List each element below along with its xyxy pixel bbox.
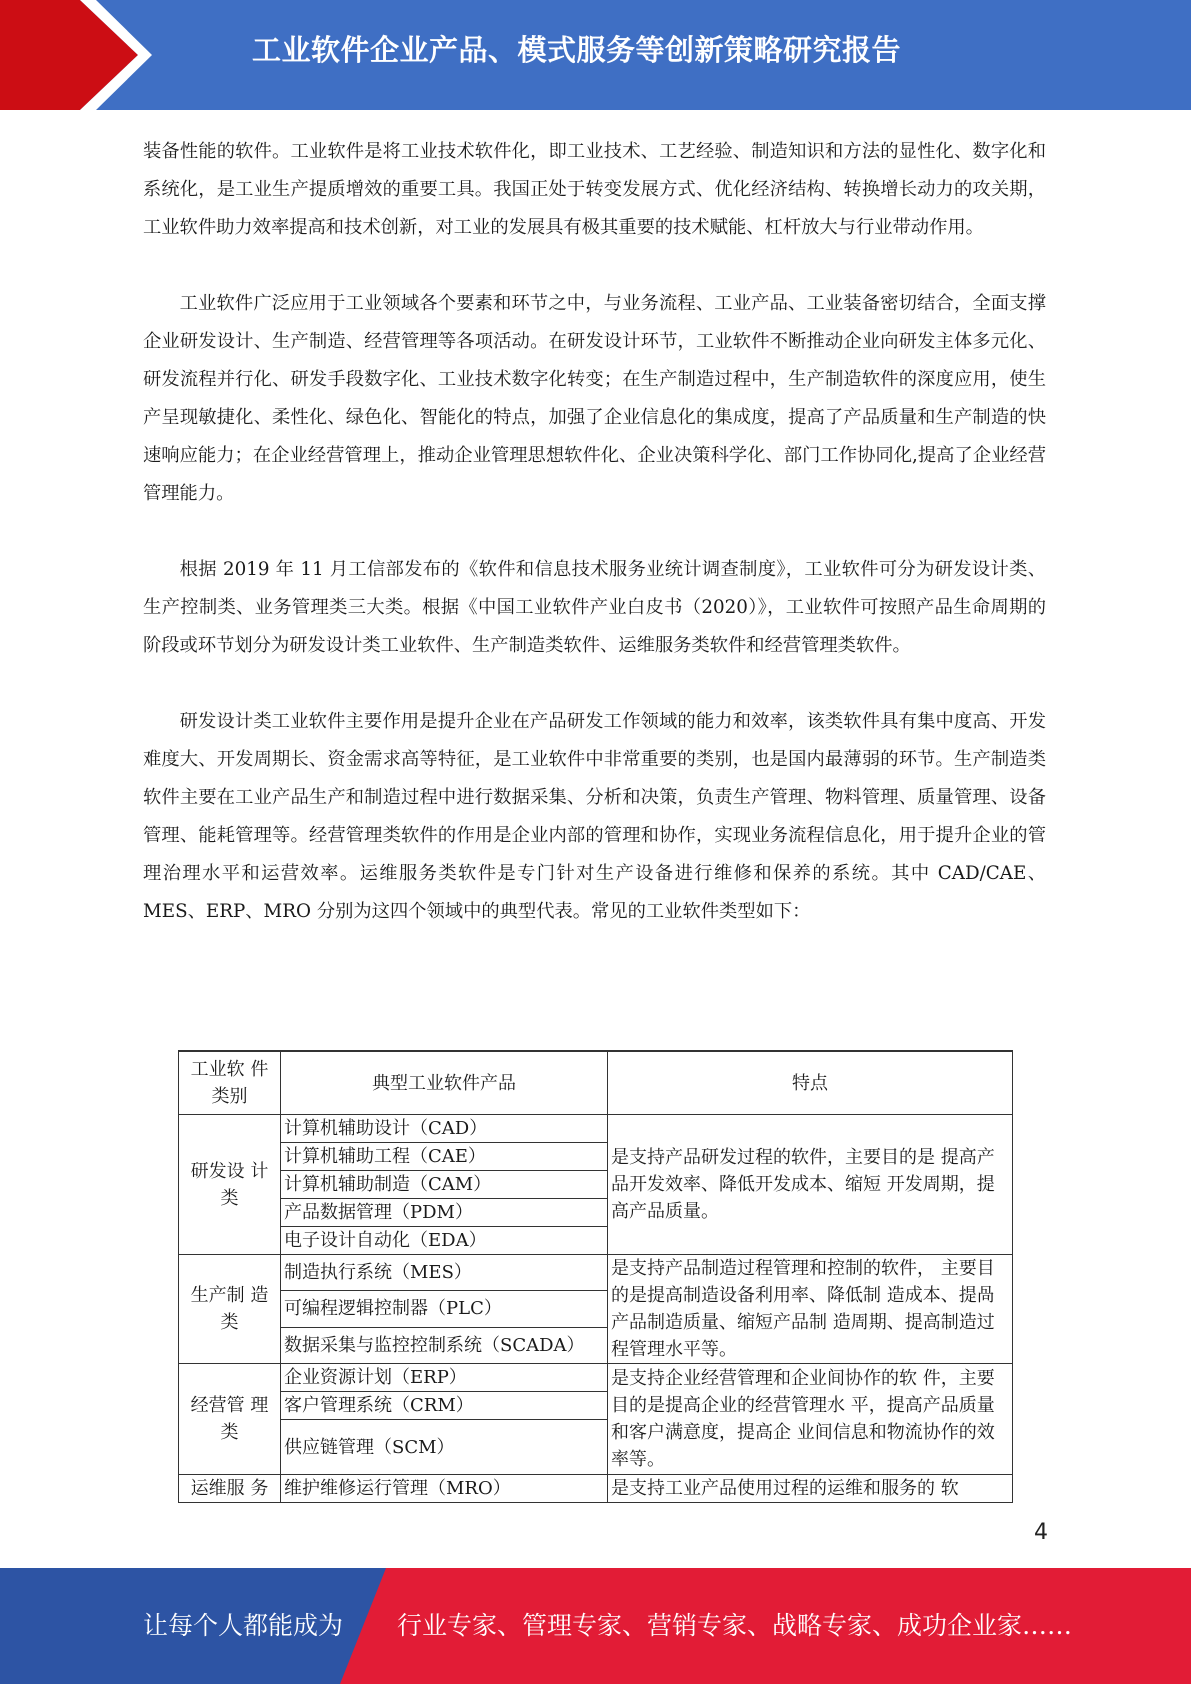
table-row [179,1475,1013,1503]
header-category: 工业软 件类别 [179,1051,281,1115]
category-cell: 生产制 造类 [179,1255,281,1364]
paragraph-4: 研发设计类工业软件主要作用是提升企业在产品研发工作领域的能力和效率，该类软件具有集中度高、开发难度大、开发周期长、资金需求高等特征，是工业软件中非常重要的类别，也是国内最薄弱的环节。生产制造类软件主要在工业产品生产和制造过程中进行数据采集、分析和决策，负责生产管理、物料管理、质量管理、设备管理、能耗管理等。经营管理类软件的作用是企业内部的管理和协作，实现业务流程信息化，用于提升企业的管理治理水平和运营效率。运维服务类软件是专门针对生产设备进行维修和保养的系统。其中 CAD/CAE、MES、ERP、MRO 分别为这四个领域中的典型代表。常见的工业软件类型如下： [143,711,1046,922]
page-footer [0,1568,1191,1684]
report-title: 工业软件企业产品、模式服务等创新策略研究报告 [252,33,902,67]
feature-cell: 是支持产品研发过程的软件，主要目的是 提高产品开发效率、降低开发成本、缩短 开发周期，提高产品质量。 [608,1115,1013,1255]
header-products: 典型工业软件产品 [281,1051,608,1115]
header-features: 特点 [608,1051,1013,1115]
category-cell: 研发设 计类 [179,1115,281,1255]
product-cell: 供应链管理（SCM） [281,1420,608,1475]
category-cell: 运维服 务 [179,1475,281,1503]
table-header-row [179,1051,1013,1115]
table-row [179,1364,1013,1392]
table-row [179,1115,1013,1143]
table-row [179,1255,1013,1291]
product-cell: 客户管理系统（CRM） [281,1392,608,1420]
software-types-table [178,1050,1013,1503]
product-cell: 维护维修运行管理（MRO） [281,1475,608,1503]
product-cell: 数据采集与监控控制系统（SCADA） [281,1327,608,1363]
feature-cell: 是支持产品制造过程管理和控制的软件， 主要目的是提高制造设备利用率、降低制 造成本、提咼产品制造质量、缩短产品制 造周期、提高制造过程管理水平等。 [608,1255,1013,1364]
paragraph-2: 工业软件广泛应用于工业领域各个要素和环节之中，与业务流程、工业产品、工业装备密切结合，全面支撑企业研发设计、生产制造、经营管理等各项活动。在研发设计环节，工业软件不断推动企业向研发主体多元化、研发流程并行化、研发手段数字化、工业技术数字化转变；在生产制造过程中，生产制造软件的深度应用，使生产呈现敏捷化、柔性化、绿色化、智能化的特点，加强了企业信息化的集成度，提高了产品质量和生产制造的快速响应能力；在企业经营管理上，推动企业管理思想软件化、企业决策科学化、部门工作协同化,提高了企业经营管理能力。 [143,293,1046,504]
footer-slogan-left: 让每个人都能成为 [143,1611,344,1640]
feature-cell: 是支持工业产品使用过程的运维和服务的 软 [608,1475,1013,1503]
product-cell: 可编程逻辑控制器（PLC） [281,1291,608,1327]
category-cell: 经营管 理类 [179,1364,281,1475]
feature-cell: 是支持企业经营管理和企业间协作的软 件，主要目的是提高企业的经营管理水 平，提高产品质量和客户满意度，提高企 业间信息和物流协作的效率等。 [608,1364,1013,1475]
product-cell: 计算机辅助设计（CAD） [281,1115,608,1143]
page-number: 4 [1034,1520,1048,1545]
product-cell: 电子设计自动化（EDA） [281,1227,608,1255]
product-cell: 制造执行系统（MES） [281,1255,608,1291]
product-cell: 企业资源计划（ERP） [281,1364,608,1392]
paragraph-1: 装备性能的软件。工业软件是将工业技术软件化，即工业技术、工艺经验、制造知识和方法的显性化、数字化和系统化，是工业生产提质增效的重要工具。我国正处于转变发展方式、优化经济结构、转换增长动力的攻关期，工业软件助力效率提高和技术创新，对工业的发展具有极其重要的技术赋能、杠杆放大与行业带动作用。 [143,141,1046,238]
product-cell: 计算机辅助工程（CAE） [281,1143,608,1171]
header-red-arrow [0,0,140,110]
product-cell: 产品数据管理（PDM） [281,1199,608,1227]
page-header [0,0,1191,110]
document-body [143,133,1046,969]
footer-slogan-right: 行业专家、管理专家、营销专家、战略专家、成功企业家…… [397,1611,1073,1640]
product-cell: 计算机辅助制造（CAM） [281,1171,608,1199]
paragraph-3: 根据 2019 年 11 月工信部发布的《软件和信息技术服务业统计调查制度》，工业软件可分为研发设计类、生产控制类、业务管理类三大类。根据《中国工业软件产业白皮书（2020）》，工业软件可按照产品生命周期的阶段或环节划分为研发设计类工业软件、生产制造类软件、运维服务类软件和经营管理类软件。 [143,559,1046,656]
